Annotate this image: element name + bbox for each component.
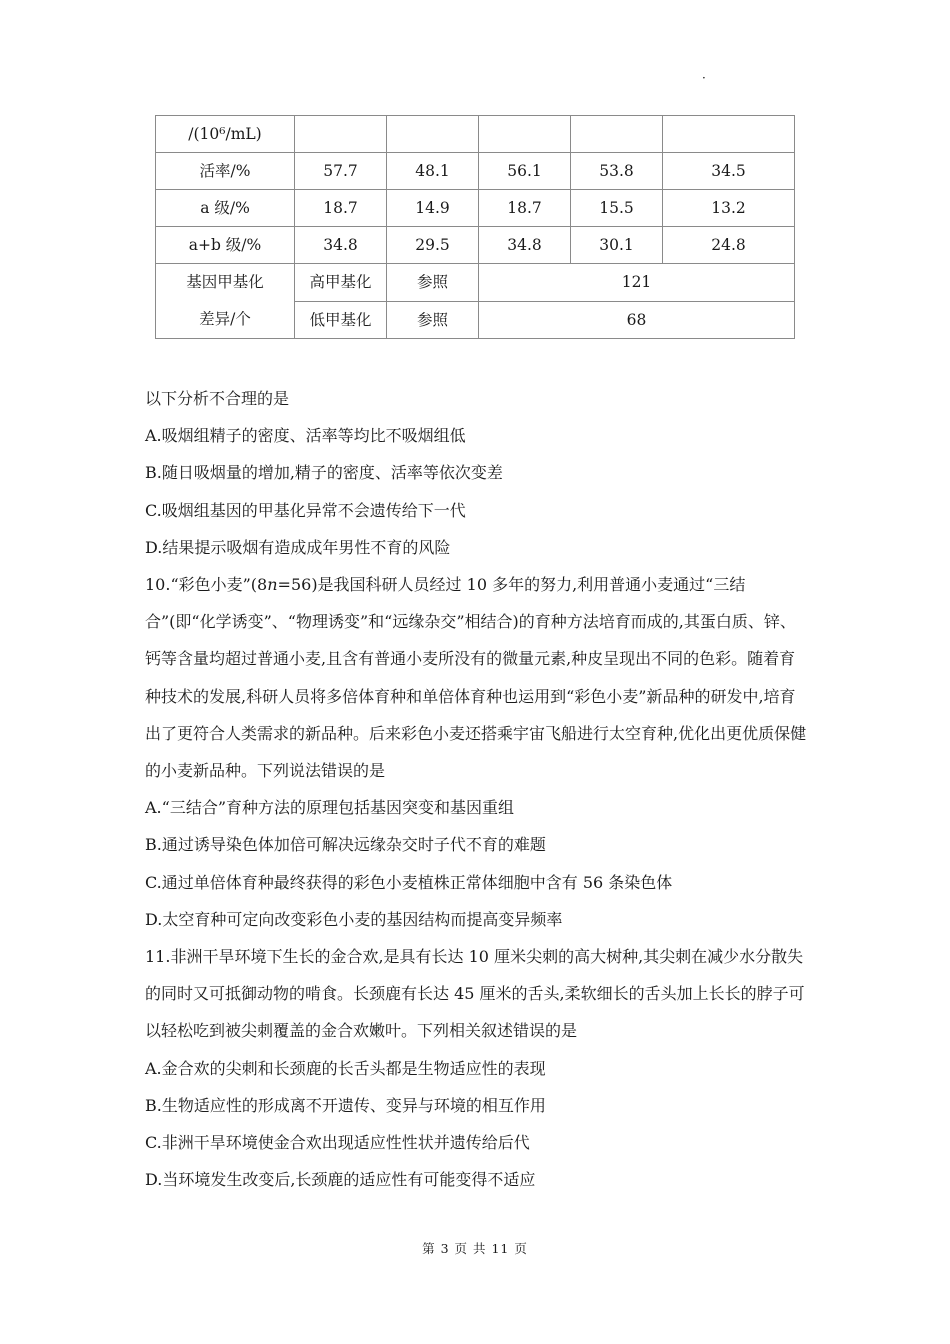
q10-stem-italic: n [267, 575, 278, 595]
low-methylation-label: 低甲基化 [295, 301, 387, 339]
high-methylation-label: 高甲基化 [295, 264, 387, 302]
table-cell: /(10⁶/mL) [156, 116, 295, 153]
table-row [156, 264, 795, 302]
table-cell: a 级/% [156, 190, 295, 227]
corner-mark: · [702, 71, 706, 85]
table-row [156, 190, 795, 227]
table-cell [479, 116, 571, 153]
table-cell: 34.5 [663, 153, 795, 190]
table-row [156, 116, 795, 153]
question-content [145, 380, 810, 1198]
table-cell: 48.1 [387, 153, 479, 190]
q11-option-a: A.金合欢的尖刺和长颈鹿的长舌头都是生物适应性的表现 [145, 1058, 546, 1078]
q9-stem: 以下分析不合理的是 [145, 389, 290, 408]
methylation-label-cell [156, 264, 295, 339]
table-cell: 13.2 [663, 190, 795, 227]
table-cell: a+b 级/% [156, 227, 295, 264]
q9-option-d: D.结果提示吸烟有造成成年男性不育的风险 [145, 537, 451, 557]
table-cell: 53.8 [571, 153, 663, 190]
low-methylation-ref: 参照 [387, 301, 479, 339]
q10-option-a: A.“三结合”育种方法的原理包括基因突变和基因重组 [145, 798, 515, 818]
table-cell: 18.7 [479, 190, 571, 227]
table-cell [663, 116, 795, 153]
table-cell [295, 116, 387, 153]
table-cell: 15.5 [571, 190, 663, 227]
methylation-label-line2: 差异/个 [199, 310, 251, 328]
table-cell: 30.1 [571, 227, 663, 264]
q11-option-d: D.当环境发生改变后,长颈鹿的适应性有可能变得不适应 [145, 1170, 536, 1190]
sperm-data-table [155, 115, 795, 339]
high-methylation-ref: 参照 [387, 264, 479, 302]
q10-option-b: B.通过诱导染色体加倍可解决远缘杂交时子代不育的难题 [145, 835, 546, 855]
q10-stem-part1: 10.“彩色小麦”(8 [145, 575, 268, 595]
table-cell: 57.7 [295, 153, 387, 190]
q10-stem [145, 566, 810, 789]
table-row [156, 227, 795, 264]
q11-option-c: C.非洲干旱环境使金合欢出现适应性性状并遗传给后代 [145, 1133, 530, 1153]
q9-option-a: A.吸烟组精子的密度、活率等均比不吸烟组低 [145, 426, 466, 446]
methylation-label-line1: 基因甲基化 [186, 273, 264, 291]
table-cell: 29.5 [387, 227, 479, 264]
q11-option-b: B.生物适应性的形成离不开遗传、变异与环境的相互作用 [145, 1095, 546, 1115]
high-methylation-value: 121 [479, 264, 795, 302]
table-row [156, 153, 795, 190]
q10-option-c: C.通过单倍体育种最终获得的彩色小麦植株正常体细胞中含有 56 条染色体 [145, 872, 673, 892]
table-cell: 34.8 [479, 227, 571, 264]
table-cell: 24.8 [663, 227, 795, 264]
table-cell: 14.9 [387, 190, 479, 227]
low-methylation-value: 68 [479, 301, 795, 339]
q10-stem-part2: =56)是我国科研人员经过 10 多年的努力,利用普通小麦通过“三结合”(即“化学诱变”、“物理诱变”和“远缘杂交”相结合)的育种方法培育而成的,其蛋白质、锌、钙等含量均超过普通小麦,且含有普通小麦所没有的微量元素,种皮呈现出不同的色彩。随着育种技术的发展,科研人员将多倍体育种和单倍体育种也运用到“彩色小麦”新品种的研发中,培育出了更符合人类需求的新品种。后来彩色小麦还搭乘宇宙飞船进行太空育种,优化出更优质保健的小麦新品种。下列说法错误的是 [145, 575, 807, 781]
table-cell: 34.8 [295, 227, 387, 264]
table-cell: 18.7 [295, 190, 387, 227]
q11-stem: 11.非洲干旱环境下生长的金合欢,是具有长达 10 厘米尖刺的高大树种,其尖刺在减少水分散失的同时又可抵御动物的啃食。长颈鹿有长达 45 厘米的舌头,柔软细长的舌头加上长长的脖子可以轻松吃到被尖刺覆盖的金合欢嫩叶。下列相关叙述错误的是 [145, 947, 805, 1041]
q9-option-c: C.吸烟组基因的甲基化异常不会遗传给下一代 [145, 500, 466, 520]
page-footer: 第 3 页 共 11 页 [422, 1241, 528, 1256]
table-cell [387, 116, 479, 153]
q9-option-b: B.随日吸烟量的增加,精子的密度、活率等依次变差 [145, 463, 503, 483]
q10-option-d: D.太空育种可定向改变彩色小麦的基因结构而提高变异频率 [145, 909, 563, 929]
table-cell: 活率/% [156, 153, 295, 190]
table-cell [571, 116, 663, 153]
table-cell: 56.1 [479, 153, 571, 190]
